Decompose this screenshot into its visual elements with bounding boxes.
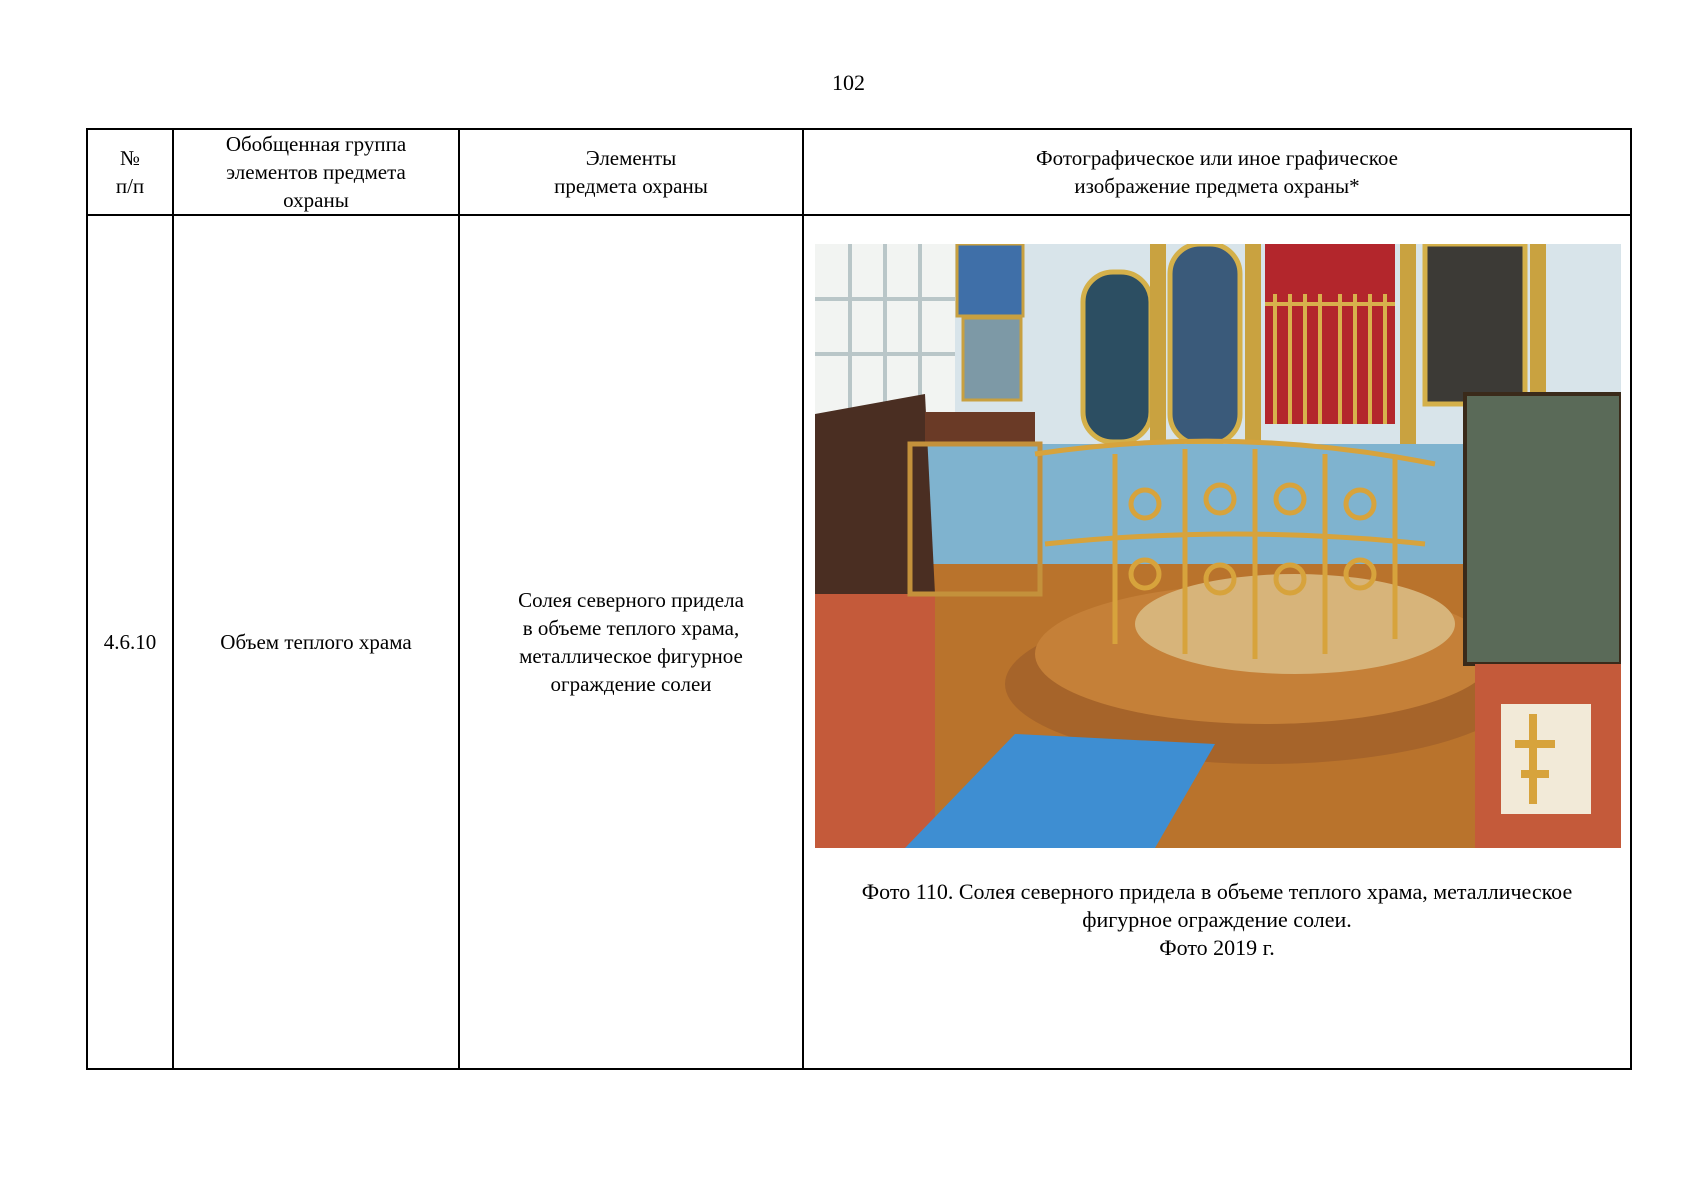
row-number: 4.6.10	[87, 215, 173, 1069]
page-number: 102	[832, 70, 865, 95]
header-photo-line-2: изображение предмета охраны*	[1074, 174, 1360, 198]
row-elements-line-4: ограждение солеи	[550, 672, 712, 696]
header-group	[173, 129, 459, 215]
row-elements-line-3: металлическое фигурное	[519, 644, 743, 668]
header-elements	[459, 129, 803, 215]
header-elements-line-1: Элементы	[585, 146, 677, 170]
header-group-line-2: элементов предмета	[226, 160, 406, 184]
church-interior-illustration	[815, 244, 1621, 848]
row-group: Объем теплого храма	[173, 215, 459, 1069]
header-elements-line-2: предмета охраны	[554, 174, 708, 198]
church-interior-photo	[815, 244, 1621, 848]
photo-caption	[816, 878, 1618, 962]
row-elements	[459, 215, 803, 1069]
table-row	[87, 215, 1631, 1069]
header-group-line-1: Обобщенная группа	[225, 132, 407, 156]
row-elements-line-2: в объеме теплого храма,	[522, 616, 740, 640]
header-group-line-3: охраны	[283, 188, 349, 212]
photo-caption-line-2: фигурное ограждение солеи.	[1082, 907, 1352, 932]
header-number	[87, 129, 173, 215]
table-header-row	[87, 129, 1631, 215]
header-number-line-2: п/п	[115, 174, 145, 198]
photo-caption-line-1: Фото 110. Солея северного придела в объеме теплого храма, металлическое	[861, 879, 1573, 904]
protection-subject-table	[86, 128, 1632, 1070]
row-elements-line-1: Солея северного придела	[518, 588, 744, 612]
photo-caption-line-3: Фото 2019 г.	[1159, 935, 1275, 960]
row-photo-cell	[803, 215, 1631, 1069]
header-number-line-1: №	[119, 146, 141, 170]
header-photo	[803, 129, 1631, 215]
header-photo-line-1: Фотографическое или иное графическое	[1036, 146, 1398, 170]
